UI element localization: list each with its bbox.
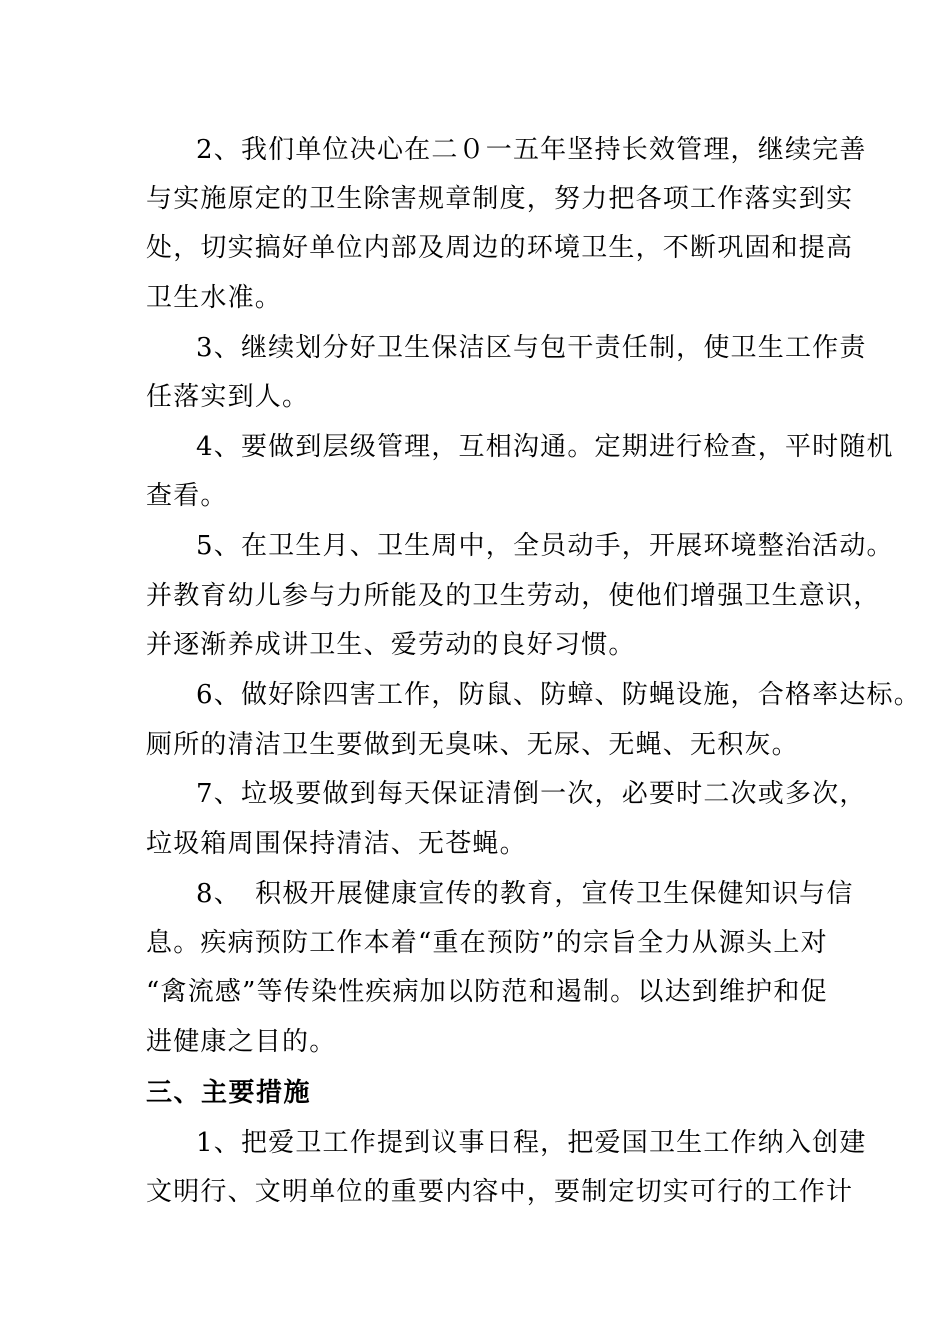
paragraph-8-line-2: 息。疾病预防工作本着“重在预防”的宗旨全力从源头上对 — [146, 928, 828, 958]
paragraph-5-line-2: 并教育幼儿参与力所能及的卫生劳动，使他们增强卫生意识， — [146, 581, 881, 611]
paragraph-3-line-1: 3、继续划分好卫生保洁区与包干责任制，使卫生工作责 — [196, 333, 867, 363]
paragraph-7-line-2: 垃圾箱周围保持清洁、无苍蝇。 — [146, 829, 527, 859]
paragraph-3-line-2: 任落实到人。 — [146, 382, 310, 412]
paragraph-6-line-1: 6、做好除四害工作，防鼠、防蟑、防蝇设施，合格率达标。 — [196, 680, 921, 710]
paragraph-2-line-2: 与实施原定的卫生除害规章制度，努力把各项工作落实到实 — [146, 184, 854, 214]
paragraph-8-line-4: 进健康之目的。 — [146, 1027, 337, 1057]
paragraph-2-line-1: 2、我们单位决心在二０一五年坚持长效管理，继续完善 — [196, 135, 867, 165]
paragraph-8-line-3: “禽流感”等传染性疾病加以防范和遏制。以达到维护和促 — [146, 977, 828, 1007]
paragraph-2-line-3: 处，切实搞好单位内部及周边的环境卫生，不断巩固和提高 — [146, 233, 854, 263]
paragraph-4-line-2: 查看。 — [146, 481, 228, 511]
measure-1-line-2: 文明行、文明单位的重要内容中，要制定切实可行的工作计 — [146, 1177, 854, 1207]
section-heading: 三、主要措施 — [146, 1078, 312, 1108]
paragraph-6-line-2: 厕所的清洁卫生要做到无臭味、无尿、无蝇、无积灰。 — [146, 730, 799, 760]
measure-1-line-1: 1、把爱卫工作提到议事日程，把爱国卫生工作纳入创建 — [196, 1128, 867, 1158]
paragraph-7-line-1: 7、垃圾要做到每天保证清倒一次，必要时二次或多次， — [196, 779, 867, 809]
paragraph-2-line-4: 卫生水准。 — [146, 283, 283, 313]
paragraph-5-line-1: 5、在卫生月、卫生周中，全员动手，开展环境整治活动。 — [196, 531, 894, 561]
paragraph-4-line-1: 4、要做到层级管理，互相沟通。定期进行检查，平时随机 — [196, 432, 894, 462]
paragraph-8-line-1: 8、 积极开展健康宣传的教育，宣传卫生保健知识与信 — [196, 879, 854, 909]
paragraph-5-line-3: 并逐渐养成讲卫生、爱劳动的良好习惯。 — [146, 630, 636, 660]
